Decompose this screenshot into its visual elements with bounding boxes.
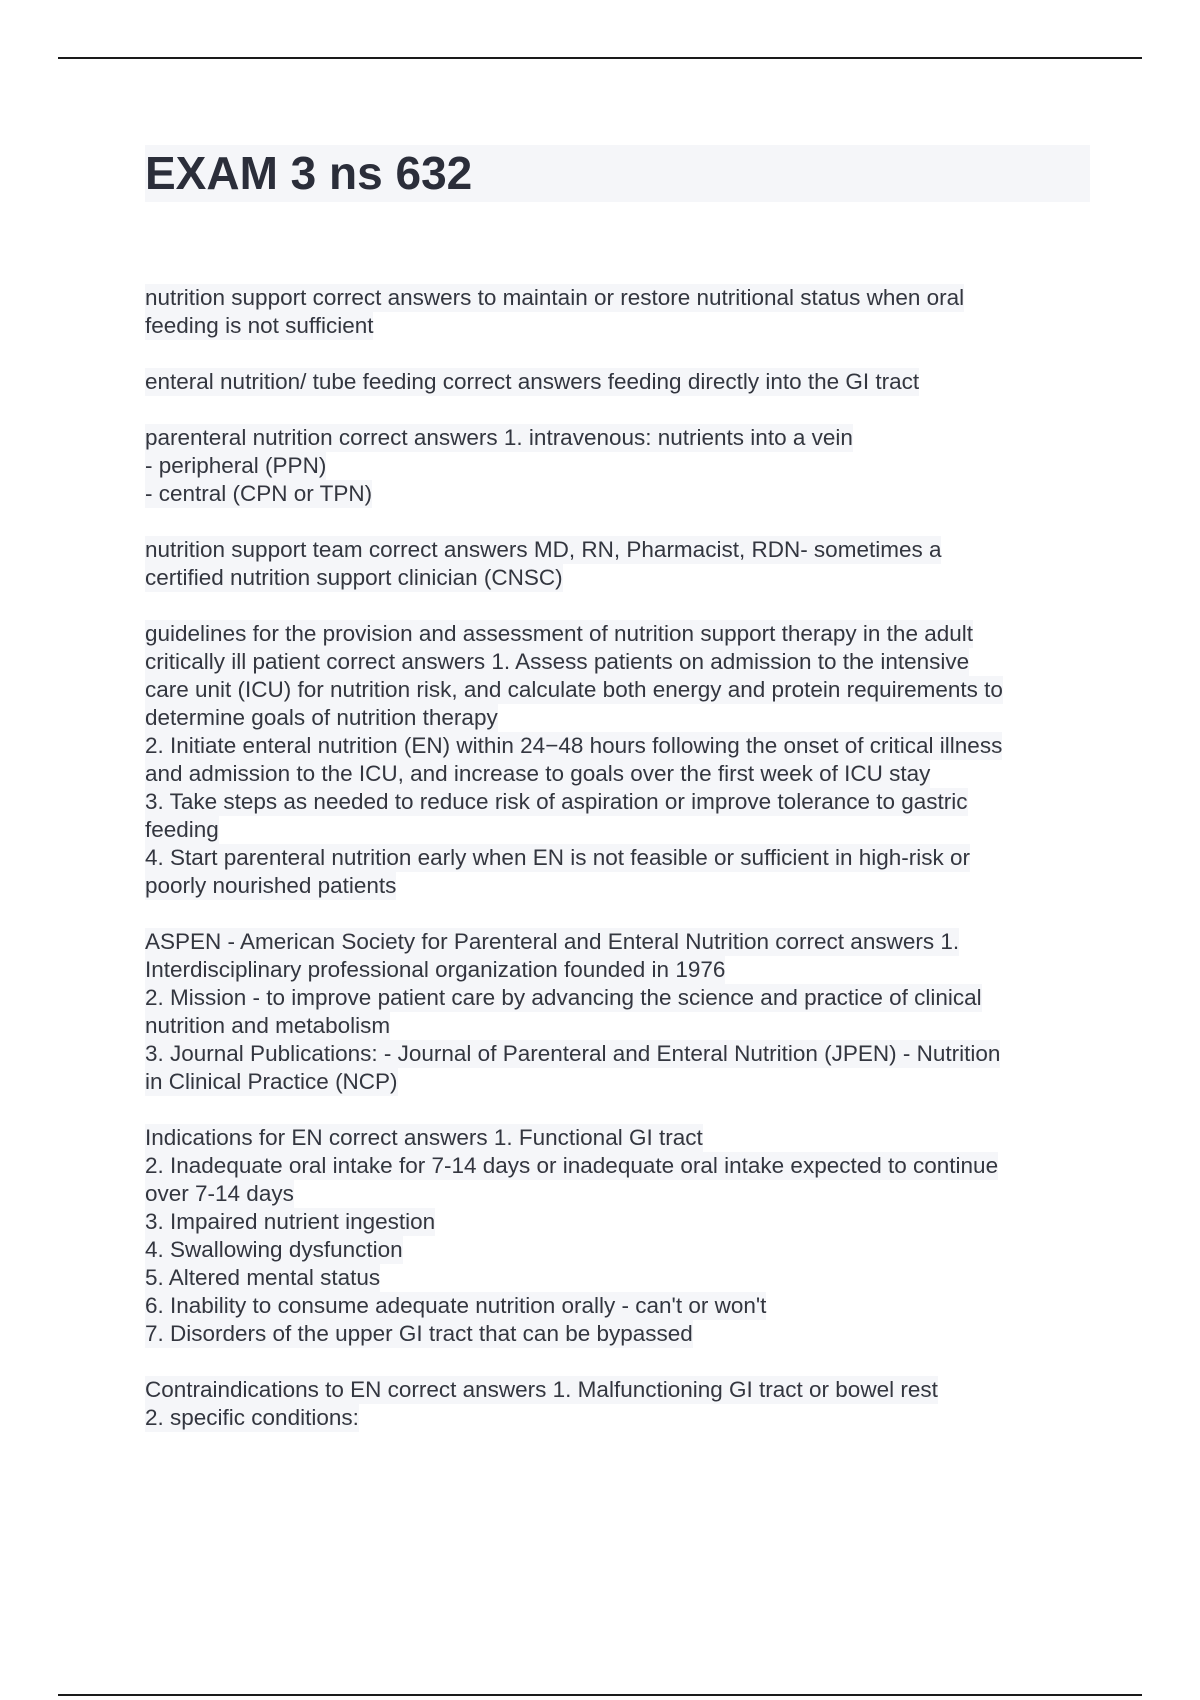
text-line: feeding <box>145 817 219 842</box>
text-line: 5. Altered mental status <box>145 1265 381 1290</box>
text-line: enteral nutrition/ tube feeding correct answers feeding directly into the GI tract <box>145 369 920 394</box>
text-line: 3. Take steps as needed to reduce risk of aspiration or improve tolerance to gastric <box>145 789 968 814</box>
text-line: Contraindications to EN correct answers 1. Malfunctioning GI tract or bowel rest <box>145 1377 938 1402</box>
text-line: - central (CPN or TPN) <box>145 481 373 506</box>
text-line: guidelines for the provision and assessment of nutrition support therapy in the adult <box>145 621 973 646</box>
text-line: care unit (ICU) for nutrition risk, and calculate both energy and protein requirements to <box>145 677 1003 702</box>
entry-contraindications-to-en <box>145 1376 1075 1432</box>
entry-aspen <box>145 928 1075 1096</box>
text-line: 7. Disorders of the upper GI tract that can be bypassed <box>145 1321 693 1346</box>
text-line: 4. Start parenteral nutrition early when EN is not feasible or sufficient in high-risk or <box>145 845 970 870</box>
text-line: 2. Mission - to improve patient care by advancing the science and practice of clinical <box>145 985 982 1010</box>
entry-enteral-nutrition <box>145 368 1075 396</box>
text-line: 3. Journal Publications: - Journal of Parenteral and Enteral Nutrition (JPEN) - Nutrition <box>145 1041 1001 1066</box>
text-line: determine goals of nutrition therapy <box>145 705 498 730</box>
text-line: Interdisciplinary professional organization founded in 1976 <box>145 957 726 982</box>
entry-guidelines <box>145 620 1075 900</box>
text-line: 3. Impaired nutrient ingestion <box>145 1209 436 1234</box>
text-line: nutrition support correct answers to maintain or restore nutritional status when oral <box>145 285 965 310</box>
text-line: poorly nourished patients <box>145 873 397 898</box>
entry-nutrition-support-team <box>145 536 1075 592</box>
text-line: and admission to the ICU, and increase to goals over the first week of ICU stay <box>145 761 931 786</box>
text-line: 2. Inadequate oral intake for 7-14 days or inadequate oral intake expected to continue <box>145 1153 999 1178</box>
top-rule <box>58 57 1142 59</box>
text-line: over 7-14 days <box>145 1181 294 1206</box>
entry-parenteral-nutrition <box>145 424 1075 508</box>
text-line: nutrition and metabolism <box>145 1013 391 1038</box>
text-line: in Clinical Practice (NCP) <box>145 1069 398 1094</box>
text-line: - peripheral (PPN) <box>145 453 327 478</box>
text-line: feeding is not sufficient <box>145 313 374 338</box>
text-line: 2. specific conditions: <box>145 1405 359 1430</box>
document-body <box>145 284 1075 1460</box>
bottom-rule <box>58 1694 1142 1696</box>
text-line: parenteral nutrition correct answers 1. intravenous: nutrients into a vein <box>145 425 853 450</box>
text-line: Indications for EN correct answers 1. Functional GI tract <box>145 1125 703 1150</box>
text-line: nutrition support team correct answers MD, RN, Pharmacist, RDN- sometimes a <box>145 537 942 562</box>
text-line: certified nutrition support clinician (CNSC) <box>145 565 563 590</box>
entry-indications-for-en <box>145 1124 1075 1348</box>
page-title: EXAM 3 ns 632 <box>145 147 473 199</box>
text-line: 4. Swallowing dysfunction <box>145 1237 403 1262</box>
text-line: critically ill patient correct answers 1. Assess patients on admission to the intensive <box>145 649 970 674</box>
text-line: 6. Inability to consume adequate nutrition orally - can't or won't <box>145 1293 767 1318</box>
text-line: 2. Initiate enteral nutrition (EN) within 24−48 hours following the onset of critical illness <box>145 733 1003 758</box>
entry-nutrition-support <box>145 284 1075 340</box>
text-line: ASPEN - American Society for Parenteral and Enteral Nutrition correct answers 1. <box>145 929 960 954</box>
